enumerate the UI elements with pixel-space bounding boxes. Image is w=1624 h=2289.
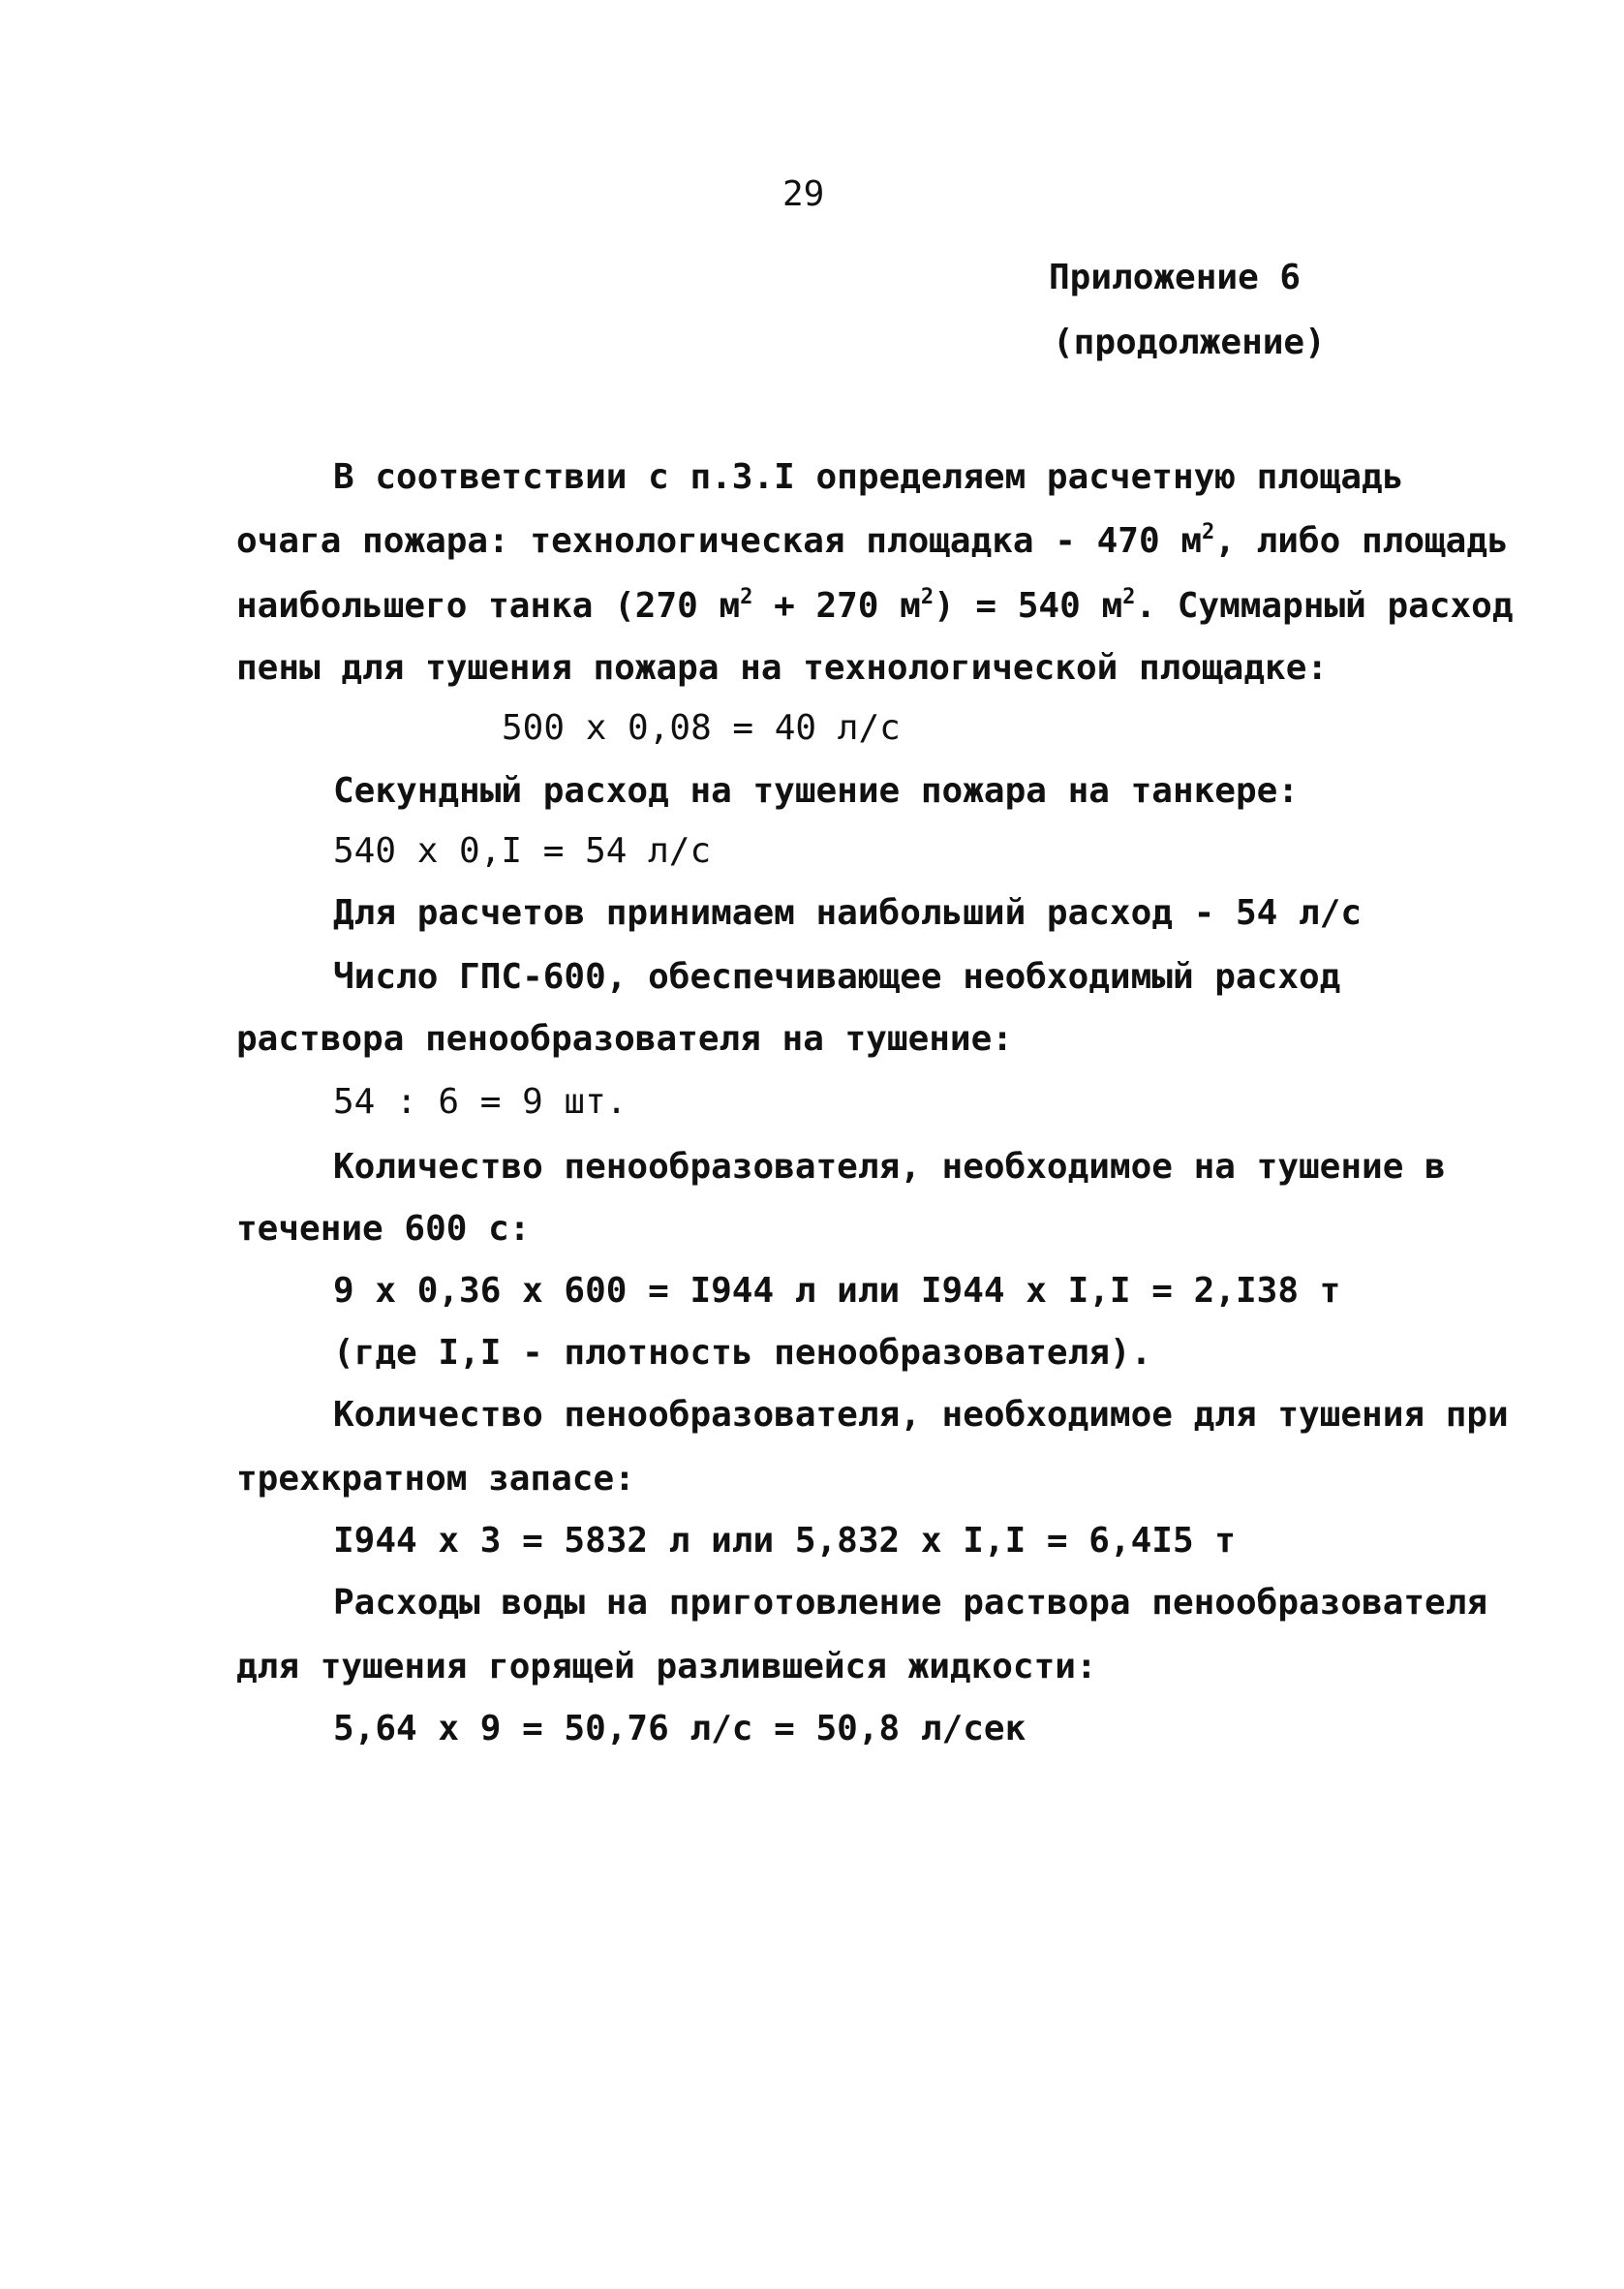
formula-water-flow: 5,64 х 9 = 50,76 л/с = 50,8 л/сек bbox=[333, 1709, 1026, 1748]
superscript: 2 bbox=[1202, 520, 1215, 544]
formula-tanker-flow: 540 х 0,I = 54 л/с bbox=[333, 831, 712, 871]
appendix-title: Приложение 6 bbox=[1049, 258, 1302, 297]
text-fragment: очага пожара: технологическая площадка - 470 м bbox=[236, 521, 1202, 561]
paragraph-line: В соответствии с п.3.I определяем расчетную площадь bbox=[333, 457, 1404, 497]
text-fragment: + 270 м bbox=[752, 586, 921, 626]
paragraph-line: Количество пенообразователя, необходимое на тушение в bbox=[333, 1147, 1446, 1187]
superscript: 2 bbox=[1122, 585, 1136, 609]
paragraph-line bbox=[236, 586, 1514, 626]
text-fragment: ) = 540 м bbox=[934, 586, 1123, 626]
appendix-subtitle: (продолжение) bbox=[1053, 323, 1326, 362]
paragraph-line: Секундный расход на тушение пожара на танкере: bbox=[333, 771, 1299, 811]
paragraph-line: трехкратном запасе: bbox=[236, 1459, 635, 1499]
paragraph-line: Для расчетов принимаем наибольший расход - 54 л/с bbox=[333, 893, 1363, 933]
formula-foaming-agent: 9 х 0,36 х 600 = I944 л или I944 х I,I = 2,I38 т bbox=[333, 1271, 1341, 1311]
text-fragment: наибольшего танка (270 м bbox=[236, 586, 741, 626]
formula-note: (где I,I - плотность пенообразователя). bbox=[333, 1333, 1152, 1373]
paragraph-line: для тушения горящей разлившейся жидкости: bbox=[236, 1647, 1097, 1686]
formula-foam-flow: 500 х 0,08 = 40 л/с bbox=[502, 708, 901, 748]
formula-triple-reserve: I944 х 3 = 5832 л или 5,832 х I,I = 6,4I5 т bbox=[333, 1521, 1236, 1561]
superscript: 2 bbox=[740, 585, 753, 609]
text-fragment: . Суммарный расход bbox=[1135, 586, 1514, 626]
paragraph-line: Расходы воды на приготовление раствора пенообразователя bbox=[333, 1583, 1488, 1623]
formula-gps-count: 54 : 6 = 9 шт. bbox=[333, 1082, 628, 1122]
paragraph-line: раствора пенообразователя на тушение: bbox=[236, 1019, 1013, 1059]
paragraph-line: Количество пенообразователя, необходимое для тушения при bbox=[333, 1395, 1509, 1435]
paragraph-line: пены для тушения пожара на технологической площадке: bbox=[236, 648, 1329, 688]
superscript: 2 bbox=[920, 585, 935, 609]
paragraph-line: течение 600 с: bbox=[236, 1209, 531, 1249]
paragraph-line: Число ГПС-600, обеспечивающее необходимый расход bbox=[333, 957, 1341, 997]
text-fragment: , либо площадь bbox=[1214, 521, 1509, 561]
page-number: 29 bbox=[782, 174, 825, 214]
paragraph-line bbox=[236, 521, 1509, 561]
